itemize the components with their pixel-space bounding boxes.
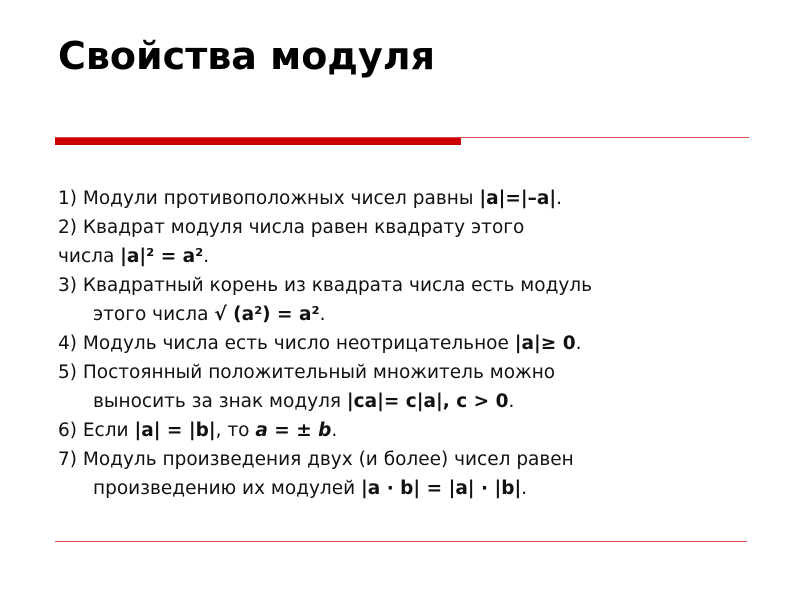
property-line (58, 329, 748, 358)
math-expression: |a| = |b| (134, 420, 216, 441)
property-line (58, 416, 748, 445)
property-text: 4) Модуль числа есть число неотрицательное (58, 333, 515, 354)
property-text: . (556, 188, 562, 209)
slide-title: Свойства модуля (58, 34, 435, 78)
properties-list (58, 184, 748, 503)
property-text: 6) Если (58, 420, 135, 441)
title-divider-thick (55, 138, 461, 145)
property-text: 2) Квадрат модуля числа равен квадрату этого (58, 217, 525, 238)
math-expression: |a · b| = |a| · |b| (361, 478, 522, 499)
property-text: 5) Постоянный положительный множитель можно (58, 362, 556, 383)
property-item (58, 416, 748, 445)
property-item (58, 271, 748, 329)
property-text: этого числа (93, 304, 215, 325)
property-item (58, 184, 748, 213)
property-text: . (319, 304, 326, 325)
property-text: . (508, 391, 515, 412)
property-text: 1) Модули противоположных чисел равны (58, 188, 480, 209)
property-item (58, 213, 748, 242)
property-item (58, 358, 748, 416)
math-expression: |ca|= c|a|, c > 0 (346, 391, 509, 412)
property-item (58, 445, 748, 503)
math-expression: |a|=|–a| (479, 188, 557, 209)
property-item (58, 329, 748, 358)
math-expression: √ (a²) = a² (214, 304, 320, 325)
property-text: выносить за знак модуля (93, 391, 347, 412)
property-text: числа (58, 246, 121, 267)
property-text: . (203, 246, 210, 267)
property-text: 3) Квадратный корень из квадрата числа есть модуль (58, 275, 593, 296)
property-line (58, 271, 748, 300)
property-line (58, 474, 748, 503)
property-text: 7) Модуль произведения двух (и более) чисел равен (58, 449, 574, 470)
property-text: произведению их модулей (93, 478, 362, 499)
footer-divider (55, 541, 747, 542)
property-line (58, 184, 748, 213)
property-text: , то (215, 420, 256, 441)
property-line (58, 387, 748, 416)
property-line (58, 213, 748, 242)
math-expression: |a|² = a² (120, 246, 204, 267)
property-line (58, 300, 748, 329)
math-expression: |a|≥ 0 (514, 333, 576, 354)
property-line (58, 242, 748, 271)
property-text: . (575, 333, 582, 354)
property-line (58, 358, 748, 387)
property-item (58, 242, 748, 271)
property-text: . (331, 420, 338, 441)
math-expression: a = ± b (255, 420, 332, 441)
property-line (58, 445, 748, 474)
property-text: . (521, 478, 528, 499)
